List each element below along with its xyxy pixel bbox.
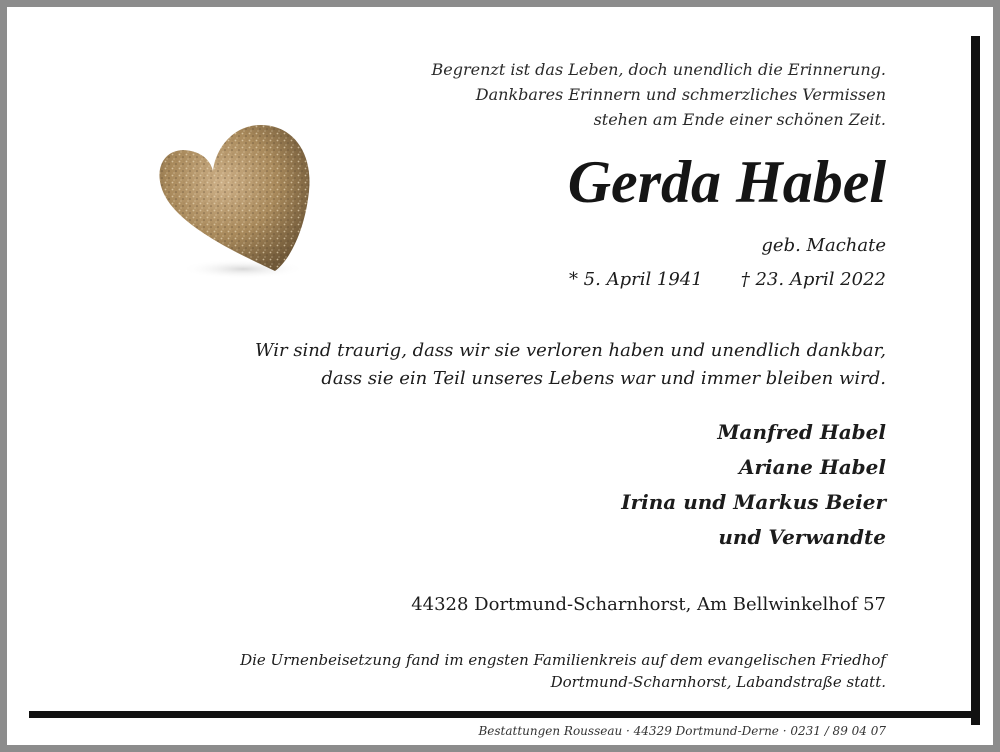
obituary-card xyxy=(7,7,993,745)
burial-note-line: Die Urnenbeisetzung fand im engsten Familienkreis auf dem evangelischen Friedhof xyxy=(240,651,886,669)
mourner-name: Irina und Markus Beier xyxy=(621,490,886,514)
mourners-list xyxy=(621,415,886,555)
motto-line: Dankbares Erinnern und schmerzliches Vermissen xyxy=(475,85,886,104)
card-shadow-right xyxy=(971,36,980,725)
birth-date: * 5. April 1941 xyxy=(568,269,703,290)
condolence-text xyxy=(255,337,886,393)
life-dates xyxy=(569,267,886,293)
funeral-home-footer: Bestattungen Rousseau · 44329 Dortmund-Derne · 0231 / 89 04 07 xyxy=(478,724,886,738)
family-address: 44328 Dortmund-Scharnhorst, Am Bellwinkelhof 57 xyxy=(411,594,886,615)
deceased-name: Gerda Habel xyxy=(567,149,886,215)
death-date: † 23. April 2022 xyxy=(740,269,886,290)
motto-line: Begrenzt ist das Leben, doch unendlich die Erinnerung. xyxy=(431,60,886,79)
maiden-name: geb. Machate xyxy=(761,235,886,256)
burial-note xyxy=(240,649,886,693)
motto-verse xyxy=(432,57,887,132)
mourner-name: Manfred Habel xyxy=(717,420,886,444)
card-shadow-bottom xyxy=(29,711,980,718)
condolence-line: dass sie ein Teil unseres Lebens war und immer bleiben wird. xyxy=(321,368,886,389)
motto-line: stehen am Ende einer schönen Zeit. xyxy=(593,110,886,129)
mourner-name: Ariane Habel xyxy=(738,455,886,479)
mourner-name: und Verwandte xyxy=(718,525,886,549)
condolence-line: Wir sind traurig, dass wir sie verloren haben und unendlich dankbar, xyxy=(255,340,886,361)
glitter-heart-image xyxy=(143,111,313,286)
burial-note-line: Dortmund-Scharnhorst, Labandstraße statt. xyxy=(550,673,886,691)
